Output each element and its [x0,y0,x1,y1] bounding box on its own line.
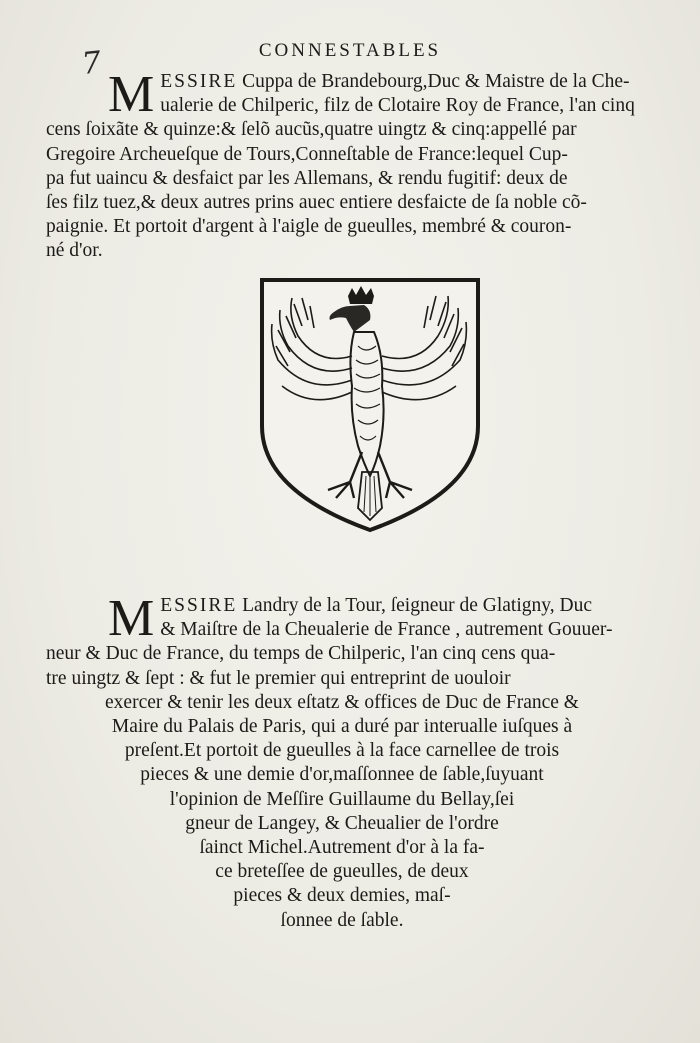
entry-line: neur & Duc de France, du temps de Chilperic, l'an cinq cens qua- [46,643,556,665]
entry-line: ſainct Michel.Autrement d'or à la fa- [199,837,485,859]
entry-line: pieces & deux demies, maſ- [233,885,451,907]
eagle-shield-icon [258,276,482,534]
entry-line: exercer & tenir les deux eſtatz & offices de Duc de France & [105,691,579,713]
entry-line: ſonnee de ſable. [280,909,404,931]
entry-landry [46,590,638,933]
entry-line: tre uingtz & ſept : & fut le premier qui entreprint de uouloir [46,667,511,689]
entry-line: Maire du Palais de Paris, qui a duré par interualle iuſques à [111,716,573,738]
entry-line [108,70,636,94]
entry-line: l'opinion de Meſſire Guillaume du Bellay,ſei [169,788,515,810]
caps-word: ESSIRE [160,595,238,616]
entry-line: né d'or. [46,240,103,262]
entry-line: cens ſoixãte & quinze:& ſelõ aucũs,quatre uingtz & cinq:appellé par [46,119,577,141]
running-head: CONNESTABLES [258,40,442,61]
entry-line: preſent.Et portoit de gueulles à la face carnellee de trois [124,740,560,762]
entry-line: ſes filz tuez,& deux autres prins auec entiere desfaicte de ſa noble cõ- [46,192,587,214]
caps-word: ESSIRE [160,71,238,92]
handwritten-folio-number: 7 [80,45,103,82]
line-text: Cuppa de Brandebourg,Duc & Maistre de la Che- [237,71,630,92]
entry-line: gneur de Langey, & Cheualier de l'ordre [185,812,499,834]
entry-line: & Maiſtre de la Cheualerie de France , autrement Gouuer- [160,619,613,641]
entry-line: ce breteſſee de gueulles, de deux [215,861,469,883]
entry-cuppa [46,66,636,264]
entry-line: pieces & une demie d'or,maſſonnee de ſable,ſuyuant [140,764,544,786]
entry-line: pa fut uaincu & desfaict par les Allemans, & rendu fugitif: deux de [46,167,568,189]
dropcap: M [108,590,155,647]
line-text: Landry de la Tour, ſeigneur de Glatigny, Duc [237,595,592,616]
entry-line: ualerie de Chilperic, filz de Clotaire Roy de France, l'an cinq [160,95,635,117]
entry-line: Gregoire Archeueſque de Tours,Conneſtable de France:lequel Cup- [46,143,568,165]
entry-line: paignie. Et portoit d'argent à l'aigle de gueulles, membré & couron- [46,216,572,238]
dropcap: M [108,66,155,123]
entry-line [108,594,638,618]
